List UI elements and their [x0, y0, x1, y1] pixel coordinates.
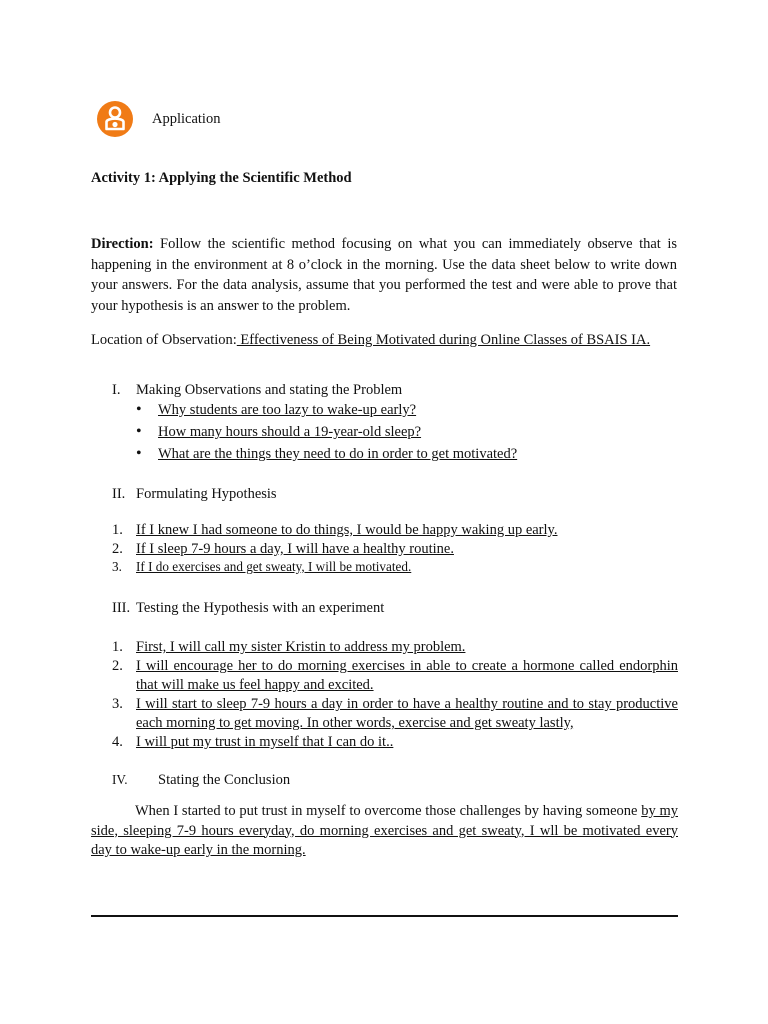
section-4-title: Stating the Conclusion — [158, 772, 291, 788]
list-item: • How many hours should a 19-year-old sleep? — [136, 422, 517, 444]
direction-paragraph — [91, 234, 677, 316]
location-value: Effectiveness of Being Motivated during Online Classes of BSAIS IA. — [236, 332, 651, 348]
section-2-title: Formulating Hypothesis — [136, 486, 277, 502]
direction-text: Follow the scientific method focusing on what you can immediately observe that is happening in the environment at 8 o’clock in the morning. Use the data sheet below to write down your answers. For the data analysis, assume that you performed the test and were able to prove that your hypothesis is an answer to the problem. — [91, 236, 677, 314]
section-1-heading — [112, 380, 402, 400]
conclusion-intro: When I started to put trust in myself to overcome those challenges by having someone — [135, 803, 642, 819]
section-2-numeral: II. — [112, 486, 126, 502]
person-in-circle-icon — [96, 100, 134, 138]
header-label: Application — [152, 110, 221, 127]
activity-title: Activity 1: Applying the Scientific Method — [91, 170, 352, 186]
location-of-observation — [91, 330, 691, 350]
list-item: 4. I will put my trust in myself that I can do it.. — [112, 734, 394, 750]
problem-list — [136, 400, 517, 466]
conclusion-underlined: by my side, sleeping 7-9 hours everyday, do morning exercises and get sweaty, I wll be motivated every day to wake-up early in the morning. — [91, 803, 678, 858]
section-1-title: Making Observations and stating the Problem — [136, 382, 403, 398]
section-2-heading — [112, 484, 277, 504]
section-4-numeral: IV. — [112, 772, 128, 787]
hypothesis-list — [112, 520, 678, 577]
section-header — [96, 100, 220, 138]
list-item: 3. If I do exercises and get sweaty, I will be motivated. — [112, 559, 412, 574]
list-item: 3. I will start to sleep 7-9 hours a day in order to have a healthy routine and to stay productive each morning to get moving. In other words, exercise and get sweaty lastly, — [112, 696, 678, 731]
list-item: 2. I will encourage her to do morning exercises in able to create a hormone called endorphin that will make us feel happy and excited. — [112, 658, 678, 693]
list-item: • Why students are too lazy to wake-up early? — [136, 400, 517, 422]
conclusion-paragraph — [91, 802, 678, 861]
list-item: • What are the things they need to do in order to get motivated? — [136, 444, 517, 466]
section-3-heading — [112, 598, 384, 618]
location-label: Location of Observation: — [91, 332, 237, 348]
section-3-title: Testing the Hypothesis with an experiment — [136, 600, 385, 616]
bottom-divider — [91, 915, 678, 917]
list-item: 2. If I sleep 7-9 hours a day, I will have a healthy routine. — [112, 541, 454, 557]
section-3-numeral: III. — [112, 600, 131, 616]
section-1-numeral: I. — [112, 382, 121, 398]
section-4-heading — [112, 770, 290, 790]
direction-label: Direction: — [91, 236, 154, 252]
list-item: 1. If I knew I had someone to do things, I would be happy waking up early. — [112, 522, 558, 538]
list-item: 1. First, I will call my sister Kristin to address my problem. — [112, 639, 466, 655]
experiment-list — [112, 638, 678, 752]
